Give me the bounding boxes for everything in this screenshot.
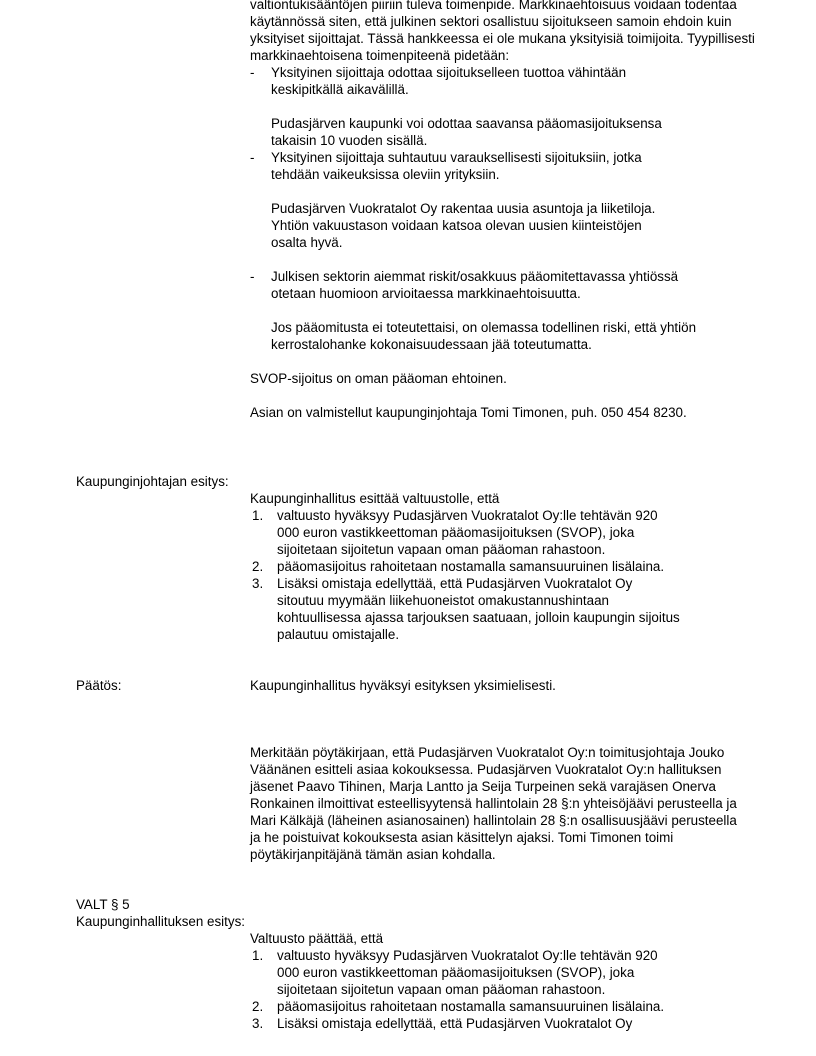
item-number: 2. bbox=[252, 559, 264, 574]
numbered-item bbox=[250, 998, 680, 1015]
mayor-proposal-intro: Kaupunginhallitus esittää valtuustolle, että bbox=[250, 491, 500, 506]
mayor-proposal bbox=[250, 490, 680, 643]
bullet-subtext: Pudasjärven Vuokratalot Oy rakentaa uusia asuntoja ja liiketiloja. Yhtiön vakuustason voidaan katsoa olevan uusien kiinteistöjen osalta hyvä. bbox=[271, 201, 656, 250]
board-proposal-label: Kaupunginhallituksen esitys: bbox=[76, 914, 245, 929]
valt-section-heading: VALT § 5 bbox=[76, 897, 130, 912]
bullet-text: Julkisen sektorin aiemmat riskit/osakkuus pääomitettavassa yhtiössä otetaan huomioon arvioitaessa markkinaehtoisuutta. bbox=[271, 269, 679, 301]
numbered-item bbox=[250, 1015, 680, 1032]
bullet-text: Yksityinen sijoittaja suhtautuu varauksellisesti sijoituksiin, jotka tehdään vaikeuksissa oleviin yrityksiin. bbox=[271, 150, 642, 182]
numbered-item bbox=[250, 507, 680, 558]
bullet-subtext: Pudasjärven kaupunki voi odottaa saavansa pääomasijoituksensa takaisin 10 vuoden sisällä. bbox=[271, 116, 662, 148]
council-proposal-intro: Valtuusto päättää, että bbox=[250, 931, 384, 946]
dash-marker: - bbox=[250, 65, 255, 80]
numbered-item bbox=[250, 947, 680, 998]
item-number: 2. bbox=[252, 999, 264, 1014]
bullet-subtext: Jos pääomitusta ei toteutettaisi, on olemassa todellinen riski, että yhtiön kerrostalohanke kokonaisuudessaan jää toteutumatta. bbox=[271, 320, 697, 352]
background-section bbox=[250, 0, 755, 421]
item-number: 3. bbox=[252, 576, 264, 591]
bullet-item bbox=[250, 268, 701, 353]
item-text: valtuusto hyväksyy Pudasjärven Vuokratalot Oy:lle tehtävän 920 000 euron vastikkeettoman pääomasijoituksen (SVOP), joka sijoitetaan sijoitetun vapaan oman pääoman rahastoon. bbox=[277, 508, 658, 557]
svop-note: SVOP-sijoitus on oman pääoman ehtoinen. bbox=[250, 371, 507, 386]
item-number: 3. bbox=[252, 1016, 264, 1031]
item-text: Lisäksi omistaja edellyttää, että Pudasjärven Vuokratalot Oy bbox=[277, 1016, 633, 1031]
minutes-note: Merkitään pöytäkirjaan, että Pudasjärven Vuokratalot Oy:n toimitusjohtaja Jouko Väänänen esitteli asiaa kokouksessa. Pudasjärven Vuokratalot Oy:n hallituksen jäsenet Paavo Tihinen, Marja Lantto ja Seija Turpeinen sekä varajäsen Onerva Ronkainen ilmoittivat esteellisyytensä hallintolain 28 §:n yhteisöjäävi perusteella ja Mari Kälkäjä (läheinen asianosainen) hallintolain 28 §:n osallisuusjäävi perusteella ja he poistuivat kokouksesta asian käsittelyn ajaksi. Tomi Timonen toimi pöytäkirjanpitäjänä tämän asian kohdalla. bbox=[250, 745, 737, 862]
item-text: pääomasijoitus rahoitetaan nostamalla samansuuruinen lisälaina. bbox=[277, 999, 665, 1014]
dash-marker: - bbox=[250, 269, 255, 284]
intro-paragraph: valtiontukisääntöjen piiriin tuleva toimenpide. Markkinaehtoisuus voidaan todentaa käytännössä siten, että julkinen sektori osallistuu sijoitukseen samoin ehdoin kuin yksityiset sijoittajat. Tässä hankkeessa ei ole mukana yksityisiä toimijoita. Tyypillisesti markkinaehtoisena toimenpiteenä pidetään: bbox=[250, 0, 755, 63]
mayor-proposal-label: Kaupunginjohtajan esitys: bbox=[76, 474, 229, 489]
decision-text: Kaupunginhallitus hyväksyi esityksen yksimielisesti. bbox=[250, 678, 556, 693]
item-number: 1. bbox=[252, 508, 264, 523]
item-number: 1. bbox=[252, 948, 264, 963]
prepared-by: Asian on valmistellut kaupunginjohtaja Tomi Timonen, puh. 050 454 8230. bbox=[250, 405, 687, 420]
bullet-text: Yksityinen sijoittaja odottaa sijoitukselleen tuottoa vähintään keskipitkällä aikavälillä. bbox=[271, 65, 627, 97]
numbered-item bbox=[250, 575, 680, 643]
numbered-item bbox=[250, 558, 680, 575]
decision-label: Päätös: bbox=[76, 678, 122, 693]
dash-marker: - bbox=[250, 150, 255, 165]
bullet-item bbox=[250, 64, 691, 149]
item-text: Lisäksi omistaja edellyttää, että Pudasjärven Vuokratalot Oy sitoutuu myymään liikehuoneistot omakustannushintaan kohtuullisessa ajassa tarjouksen saatuaan, jolloin kaupungin sijoitus palautuu omistajalle. bbox=[277, 576, 680, 642]
bullet-item bbox=[250, 149, 671, 251]
item-text: valtuusto hyväksyy Pudasjärven Vuokratalot Oy:lle tehtävän 920 000 euron vastikkeettoman pääomasijoituksen (SVOP), joka sijoitetaan sijoitetun vapaan oman pääoman rahastoon. bbox=[277, 948, 658, 997]
council-proposal bbox=[250, 930, 680, 1032]
item-text: pääomasijoitus rahoitetaan nostamalla samansuuruinen lisälaina. bbox=[277, 559, 665, 574]
